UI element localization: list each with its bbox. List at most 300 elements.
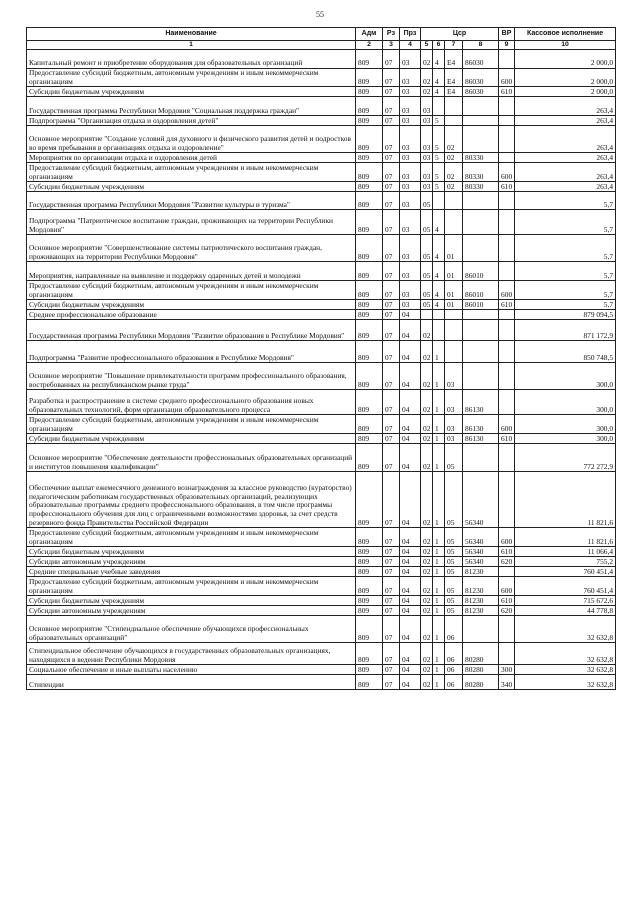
row-name: Субсидии бюджетным учреждениям — [27, 87, 356, 97]
row-csr-event: 05 — [445, 577, 463, 596]
row-csr-direction — [463, 341, 499, 363]
row-rz: 07 — [383, 606, 400, 616]
row-rz: 07 — [383, 153, 400, 163]
row-csr-event: 05 — [445, 557, 463, 567]
row-prz: 03 — [400, 163, 421, 182]
row-rz: 07 — [383, 547, 400, 557]
row-csr-event: 03 — [445, 363, 463, 390]
row-rz: 07 — [383, 341, 400, 363]
row-csr-event: 01 — [445, 300, 463, 310]
row-name: Государственная программа Республики Мордовия "Социальная поддержка граждан" — [27, 97, 356, 116]
row-rz: 07 — [383, 163, 400, 182]
row-name: Разработка и распространение в системе среднего профессионального образования новых образовательных технологий, форм организации образовательного процесса — [27, 390, 356, 415]
table-row — [27, 87, 616, 97]
row-csr-event — [445, 341, 463, 363]
row-prz: 04 — [400, 363, 421, 390]
row-csr-subprogram: 1 — [433, 415, 445, 434]
row-csr-event: Е4 — [445, 87, 463, 97]
row-csr-direction: 80280 — [463, 665, 499, 675]
row-rz: 07 — [383, 235, 400, 262]
row-vr — [499, 97, 515, 116]
row-vr — [499, 390, 515, 415]
row-csr-subprogram: 1 — [433, 528, 445, 547]
row-name: Основное мероприятие "Повышение привлекательности программ профессионального образования, востребованных на республиканском рынке труда" — [27, 363, 356, 390]
row-csr-subprogram — [433, 320, 445, 341]
row-rz: 07 — [383, 363, 400, 390]
row-amount: 32 632,8 — [515, 675, 616, 690]
row-amount: 32 632,8 — [515, 665, 616, 675]
table-row — [27, 153, 616, 163]
table-row — [27, 235, 616, 262]
row-prz: 04 — [400, 341, 421, 363]
row-rz: 07 — [383, 616, 400, 643]
column-number: 9 — [499, 41, 515, 50]
row-csr-subprogram: 4 — [433, 281, 445, 300]
row-csr-subprogram: 1 — [433, 390, 445, 415]
row-adm: 809 — [356, 675, 383, 690]
row-csr-event: Е4 — [445, 50, 463, 69]
row-name: Предоставление субсидий бюджетным, автономным учреждениям и иным некоммерческим организациям — [27, 163, 356, 182]
budget-execution-table — [26, 27, 616, 690]
column-number: 2 — [356, 41, 383, 50]
row-prz: 03 — [400, 281, 421, 300]
table-row — [27, 444, 616, 472]
row-csr-event — [445, 192, 463, 210]
row-csr-program: 03 — [421, 97, 433, 116]
row-amount: 5,7 — [515, 300, 616, 310]
row-adm: 809 — [356, 235, 383, 262]
row-csr-subprogram: 1 — [433, 547, 445, 557]
row-adm: 809 — [356, 616, 383, 643]
row-vr — [499, 262, 515, 281]
row-csr-subprogram: 1 — [433, 444, 445, 472]
row-rz: 07 — [383, 97, 400, 116]
row-csr-event: 03 — [445, 434, 463, 444]
row-csr-program: 03 — [421, 163, 433, 182]
column-number: 1 — [27, 41, 356, 50]
column-number: 5 — [421, 41, 433, 50]
row-amount: 263,4 — [515, 182, 616, 192]
row-name: Субсидии автономным учреждениям — [27, 606, 356, 616]
row-csr-event: 05 — [445, 596, 463, 606]
row-vr: 340 — [499, 675, 515, 690]
row-csr-program: 02 — [421, 665, 433, 675]
table-row — [27, 390, 616, 415]
row-csr-subprogram: 4 — [433, 210, 445, 235]
row-adm: 809 — [356, 567, 383, 577]
row-csr-program: 03 — [421, 153, 433, 163]
row-vr — [499, 444, 515, 472]
row-amount: 871 172,9 — [515, 320, 616, 341]
column-number: 3 — [383, 41, 400, 50]
row-name: Субсидии автономным учреждениям — [27, 557, 356, 567]
row-csr-event: 05 — [445, 547, 463, 557]
header-vr: ВР — [499, 28, 515, 41]
column-number: 6 — [433, 41, 445, 50]
row-name: Социальное обеспечение и иные выплаты населению — [27, 665, 356, 675]
row-prz: 03 — [400, 50, 421, 69]
row-prz: 04 — [400, 444, 421, 472]
table-row — [27, 643, 616, 665]
row-adm: 809 — [356, 182, 383, 192]
row-csr-event — [445, 97, 463, 116]
row-csr-direction: 86030 — [463, 69, 499, 87]
row-csr-subprogram: 4 — [433, 87, 445, 97]
row-vr: 610 — [499, 547, 515, 557]
row-name: Подпрограмма "Патриотическое воспитание граждан, проживающих на территории Республики Мордовия" — [27, 210, 356, 235]
row-csr-program: 02 — [421, 567, 433, 577]
row-csr-subprogram: 1 — [433, 665, 445, 675]
row-rz: 07 — [383, 434, 400, 444]
row-csr-subprogram: 1 — [433, 472, 445, 528]
row-adm: 809 — [356, 320, 383, 341]
row-csr-event: 05 — [445, 606, 463, 616]
row-csr-event: 03 — [445, 390, 463, 415]
row-csr-direction: 86010 — [463, 300, 499, 310]
row-name: Субсидии бюджетным учреждениям — [27, 182, 356, 192]
row-prz: 04 — [400, 310, 421, 320]
row-csr-program: 02 — [421, 415, 433, 434]
header-row — [27, 28, 616, 41]
row-csr-subprogram: 1 — [433, 616, 445, 643]
row-csr-direction — [463, 310, 499, 320]
row-name: Основное мероприятие "Стипендиальное обеспечение обучающихся профессиональных образовательных организаций" — [27, 616, 356, 643]
header-amount: Кассовое исполнение — [515, 28, 616, 41]
row-csr-event: 02 — [445, 153, 463, 163]
row-amount: 760 451,4 — [515, 577, 616, 596]
row-csr-subprogram — [433, 310, 445, 320]
row-csr-direction: 81230 — [463, 596, 499, 606]
row-amount: 263,4 — [515, 97, 616, 116]
row-prz: 03 — [400, 126, 421, 153]
row-rz: 07 — [383, 281, 400, 300]
row-csr-event: 03 — [445, 415, 463, 434]
row-rz: 07 — [383, 320, 400, 341]
row-name: Государственная программа Республики Мордовия "Развитие культуры и туризма" — [27, 192, 356, 210]
row-csr-program: 05 — [421, 192, 433, 210]
row-csr-event: 05 — [445, 472, 463, 528]
row-prz: 04 — [400, 547, 421, 557]
row-vr — [499, 50, 515, 69]
row-csr-program: 02 — [421, 434, 433, 444]
row-prz: 04 — [400, 528, 421, 547]
row-csr-program: 03 — [421, 126, 433, 153]
row-vr — [499, 310, 515, 320]
row-rz: 07 — [383, 390, 400, 415]
row-csr-program — [421, 310, 433, 320]
row-csr-program: 02 — [421, 577, 433, 596]
row-csr-direction: 80280 — [463, 675, 499, 690]
row-vr: 610 — [499, 434, 515, 444]
row-name: Капитальный ремонт и приобретение оборудования для образовательных организаций — [27, 50, 356, 69]
row-prz: 04 — [400, 320, 421, 341]
row-rz: 07 — [383, 557, 400, 567]
row-amount: 300,0 — [515, 434, 616, 444]
row-csr-program: 05 — [421, 281, 433, 300]
row-adm: 809 — [356, 281, 383, 300]
row-rz: 07 — [383, 310, 400, 320]
row-adm: 809 — [356, 210, 383, 235]
row-csr-program: 02 — [421, 363, 433, 390]
row-name: Основное мероприятие "Обеспечение деятельности профессиональных образовательных организаций и институтов повышения квалификации" — [27, 444, 356, 472]
row-vr: 600 — [499, 281, 515, 300]
row-rz: 07 — [383, 665, 400, 675]
column-number-row — [27, 41, 616, 50]
row-prz: 04 — [400, 616, 421, 643]
row-csr-subprogram — [433, 97, 445, 116]
row-prz: 04 — [400, 472, 421, 528]
row-prz: 03 — [400, 300, 421, 310]
row-vr: 610 — [499, 300, 515, 310]
row-csr-subprogram: 1 — [433, 557, 445, 567]
table-row — [27, 528, 616, 547]
row-csr-direction: 86130 — [463, 415, 499, 434]
row-amount: 850 748,5 — [515, 341, 616, 363]
table-row — [27, 281, 616, 300]
row-vr — [499, 153, 515, 163]
row-csr-subprogram: 1 — [433, 577, 445, 596]
row-csr-program: 02 — [421, 50, 433, 69]
table-row — [27, 665, 616, 675]
row-name: Предоставление субсидий бюджетным, автономным учреждениям и иным некоммерческим организациям — [27, 281, 356, 300]
row-amount: 5,7 — [515, 281, 616, 300]
row-adm: 809 — [356, 434, 383, 444]
table-row — [27, 69, 616, 87]
row-name: Предоставление субсидий бюджетным, автономным учреждениям и иным некоммерческим организациям — [27, 577, 356, 596]
row-adm: 809 — [356, 262, 383, 281]
row-csr-event: 02 — [445, 182, 463, 192]
column-number: 10 — [515, 41, 616, 50]
row-adm: 809 — [356, 643, 383, 665]
row-vr — [499, 472, 515, 528]
row-csr-direction — [463, 363, 499, 390]
header-adm: Адм — [356, 28, 383, 41]
row-csr-event: 06 — [445, 616, 463, 643]
row-csr-event: 06 — [445, 643, 463, 665]
row-csr-direction — [463, 116, 499, 126]
row-amount: 2 000,0 — [515, 69, 616, 87]
row-prz: 04 — [400, 434, 421, 444]
row-rz: 07 — [383, 528, 400, 547]
row-csr-subprogram: 1 — [433, 567, 445, 577]
row-csr-program: 02 — [421, 87, 433, 97]
row-adm: 809 — [356, 557, 383, 567]
row-prz: 04 — [400, 557, 421, 567]
row-amount: 5,7 — [515, 210, 616, 235]
row-name: Средние специальные учебные заведения — [27, 567, 356, 577]
row-vr — [499, 235, 515, 262]
table-row — [27, 472, 616, 528]
row-prz: 04 — [400, 596, 421, 606]
table-row — [27, 616, 616, 643]
header-rz: Рз — [383, 28, 400, 41]
row-csr-direction: 86030 — [463, 50, 499, 69]
row-vr: 300 — [499, 665, 515, 675]
row-csr-direction: 86130 — [463, 434, 499, 444]
row-csr-event: Е4 — [445, 69, 463, 87]
row-csr-program: 02 — [421, 547, 433, 557]
column-number: 4 — [400, 41, 421, 50]
row-csr-event — [445, 320, 463, 341]
row-csr-program: 02 — [421, 69, 433, 87]
row-adm: 809 — [356, 528, 383, 547]
table-row — [27, 596, 616, 606]
row-amount: 5,7 — [515, 192, 616, 210]
row-prz: 04 — [400, 675, 421, 690]
page-number: 55 — [316, 10, 324, 19]
row-csr-subprogram: 1 — [433, 596, 445, 606]
row-name: Субсидии бюджетным учреждениям — [27, 434, 356, 444]
row-prz: 03 — [400, 182, 421, 192]
row-amount: 44 778,8 — [515, 606, 616, 616]
row-csr-direction — [463, 320, 499, 341]
row-amount: 11 821,6 — [515, 528, 616, 547]
row-csr-program: 03 — [421, 182, 433, 192]
header-name: Наименование — [27, 28, 356, 41]
row-vr — [499, 320, 515, 341]
row-amount: 11 821,6 — [515, 472, 616, 528]
row-vr: 610 — [499, 182, 515, 192]
row-prz: 04 — [400, 606, 421, 616]
row-rz: 07 — [383, 472, 400, 528]
row-rz: 07 — [383, 596, 400, 606]
column-number: 7 — [445, 41, 463, 50]
row-amount: 2 000,0 — [515, 87, 616, 97]
row-vr: 620 — [499, 557, 515, 567]
row-name: Основное мероприятие "Создание условий для духовного и физического развития детей и подростков во время пребывания в организациях отдыха и оздоровление" — [27, 126, 356, 153]
row-rz: 07 — [383, 116, 400, 126]
row-adm: 809 — [356, 310, 383, 320]
row-amount: 772 272,9 — [515, 444, 616, 472]
row-prz: 04 — [400, 665, 421, 675]
row-csr-direction — [463, 192, 499, 210]
table-row — [27, 434, 616, 444]
row-name: Субсидии бюджетным учреждениям — [27, 547, 356, 557]
row-prz: 03 — [400, 210, 421, 235]
row-rz: 07 — [383, 69, 400, 87]
row-csr-subprogram: 1 — [433, 643, 445, 665]
table-row — [27, 567, 616, 577]
row-name: Подпрограмма "Развитие профессионального образования в Республике Мордовия" — [27, 341, 356, 363]
row-rz: 07 — [383, 210, 400, 235]
row-csr-program: 02 — [421, 341, 433, 363]
row-csr-program: 05 — [421, 235, 433, 262]
header-csr: Цср — [421, 28, 499, 41]
row-name: Мероприятия, направленные на выявление и поддержку одаренных детей и молодежи — [27, 262, 356, 281]
row-csr-subprogram: 1 — [433, 363, 445, 390]
row-prz: 03 — [400, 262, 421, 281]
row-prz: 04 — [400, 567, 421, 577]
row-name: Предоставление субсидий бюджетным, автономным учреждениям и иным некоммерческим организациям — [27, 415, 356, 434]
row-rz: 07 — [383, 300, 400, 310]
row-csr-event — [445, 310, 463, 320]
row-vr: 610 — [499, 596, 515, 606]
row-csr-program: 02 — [421, 596, 433, 606]
row-csr-direction — [463, 235, 499, 262]
row-csr-direction: 80330 — [463, 153, 499, 163]
row-csr-program: 05 — [421, 262, 433, 281]
row-prz: 04 — [400, 415, 421, 434]
row-rz: 07 — [383, 262, 400, 281]
row-vr — [499, 116, 515, 126]
row-adm: 809 — [356, 116, 383, 126]
row-amount: 300,0 — [515, 415, 616, 434]
row-csr-subprogram: 4 — [433, 262, 445, 281]
row-vr: 620 — [499, 606, 515, 616]
row-csr-subprogram: 1 — [433, 341, 445, 363]
table-row — [27, 300, 616, 310]
row-adm: 809 — [356, 87, 383, 97]
table-row — [27, 547, 616, 557]
row-vr — [499, 126, 515, 153]
row-name: Субсидии бюджетным учреждениям — [27, 596, 356, 606]
table-row — [27, 415, 616, 434]
row-rz: 07 — [383, 444, 400, 472]
row-csr-subprogram: 1 — [433, 606, 445, 616]
row-name: Государственная программа Республики Мордовия "Развитие образования в Республике Мордовия" — [27, 320, 356, 341]
row-prz: 03 — [400, 69, 421, 87]
row-csr-subprogram: 1 — [433, 675, 445, 690]
row-csr-subprogram: 5 — [433, 182, 445, 192]
row-csr-program: 02 — [421, 390, 433, 415]
row-csr-direction: 81230 — [463, 577, 499, 596]
row-csr-direction: 81230 — [463, 567, 499, 577]
row-name: Стипендиальное обеспечение обучающихся в государственных образовательных организациях, находящихся в ведении Республики Мордовия — [27, 643, 356, 665]
row-rz: 07 — [383, 50, 400, 69]
row-amount: 755,2 — [515, 557, 616, 567]
row-csr-program: 02 — [421, 472, 433, 528]
row-vr: 600 — [499, 415, 515, 434]
row-csr-event: 05 — [445, 444, 463, 472]
row-prz: 03 — [400, 87, 421, 97]
row-prz: 04 — [400, 577, 421, 596]
row-name: Основное мероприятие "Совершенствование системы патриотического воспитания граждан, проживающих на территории Республики Мордовия" — [27, 235, 356, 262]
row-csr-direction — [463, 444, 499, 472]
row-amount: 11 066,4 — [515, 547, 616, 557]
row-name: Субсидии бюджетным учреждениям — [27, 300, 356, 310]
row-adm: 809 — [356, 153, 383, 163]
row-amount: 32 632,8 — [515, 643, 616, 665]
row-name: Обеспечение выплат ежемесячного денежного вознаграждения за классное руководство (кураторство) педагогическим работникам государственных образовательных организаций, реализующих образовательные программы среднего профессионального образования, в том числе программы профессионального обучения для лиц с ограниченными возможностями здоровья, за счет средств резервного фонда Правительства Российской Федерации — [27, 472, 356, 528]
row-csr-subprogram — [433, 192, 445, 210]
row-rz: 07 — [383, 87, 400, 97]
row-csr-program: 02 — [421, 606, 433, 616]
table-row — [27, 50, 616, 69]
row-csr-direction: 56340 — [463, 472, 499, 528]
row-csr-subprogram: 4 — [433, 300, 445, 310]
table-row — [27, 320, 616, 341]
row-prz: 03 — [400, 153, 421, 163]
row-csr-direction: 86010 — [463, 262, 499, 281]
row-vr — [499, 363, 515, 390]
row-prz: 03 — [400, 192, 421, 210]
row-adm: 809 — [356, 415, 383, 434]
row-csr-program: 02 — [421, 444, 433, 472]
row-prz: 03 — [400, 116, 421, 126]
row-adm: 809 — [356, 390, 383, 415]
table-row — [27, 310, 616, 320]
row-csr-event: 01 — [445, 262, 463, 281]
row-adm: 809 — [356, 192, 383, 210]
row-csr-event: 05 — [445, 567, 463, 577]
row-csr-program: 02 — [421, 320, 433, 341]
row-vr: 600 — [499, 577, 515, 596]
row-adm: 809 — [356, 444, 383, 472]
row-csr-event: 02 — [445, 163, 463, 182]
row-amount: 263,4 — [515, 163, 616, 182]
row-csr-direction: 80330 — [463, 163, 499, 182]
row-amount: 300,0 — [515, 363, 616, 390]
